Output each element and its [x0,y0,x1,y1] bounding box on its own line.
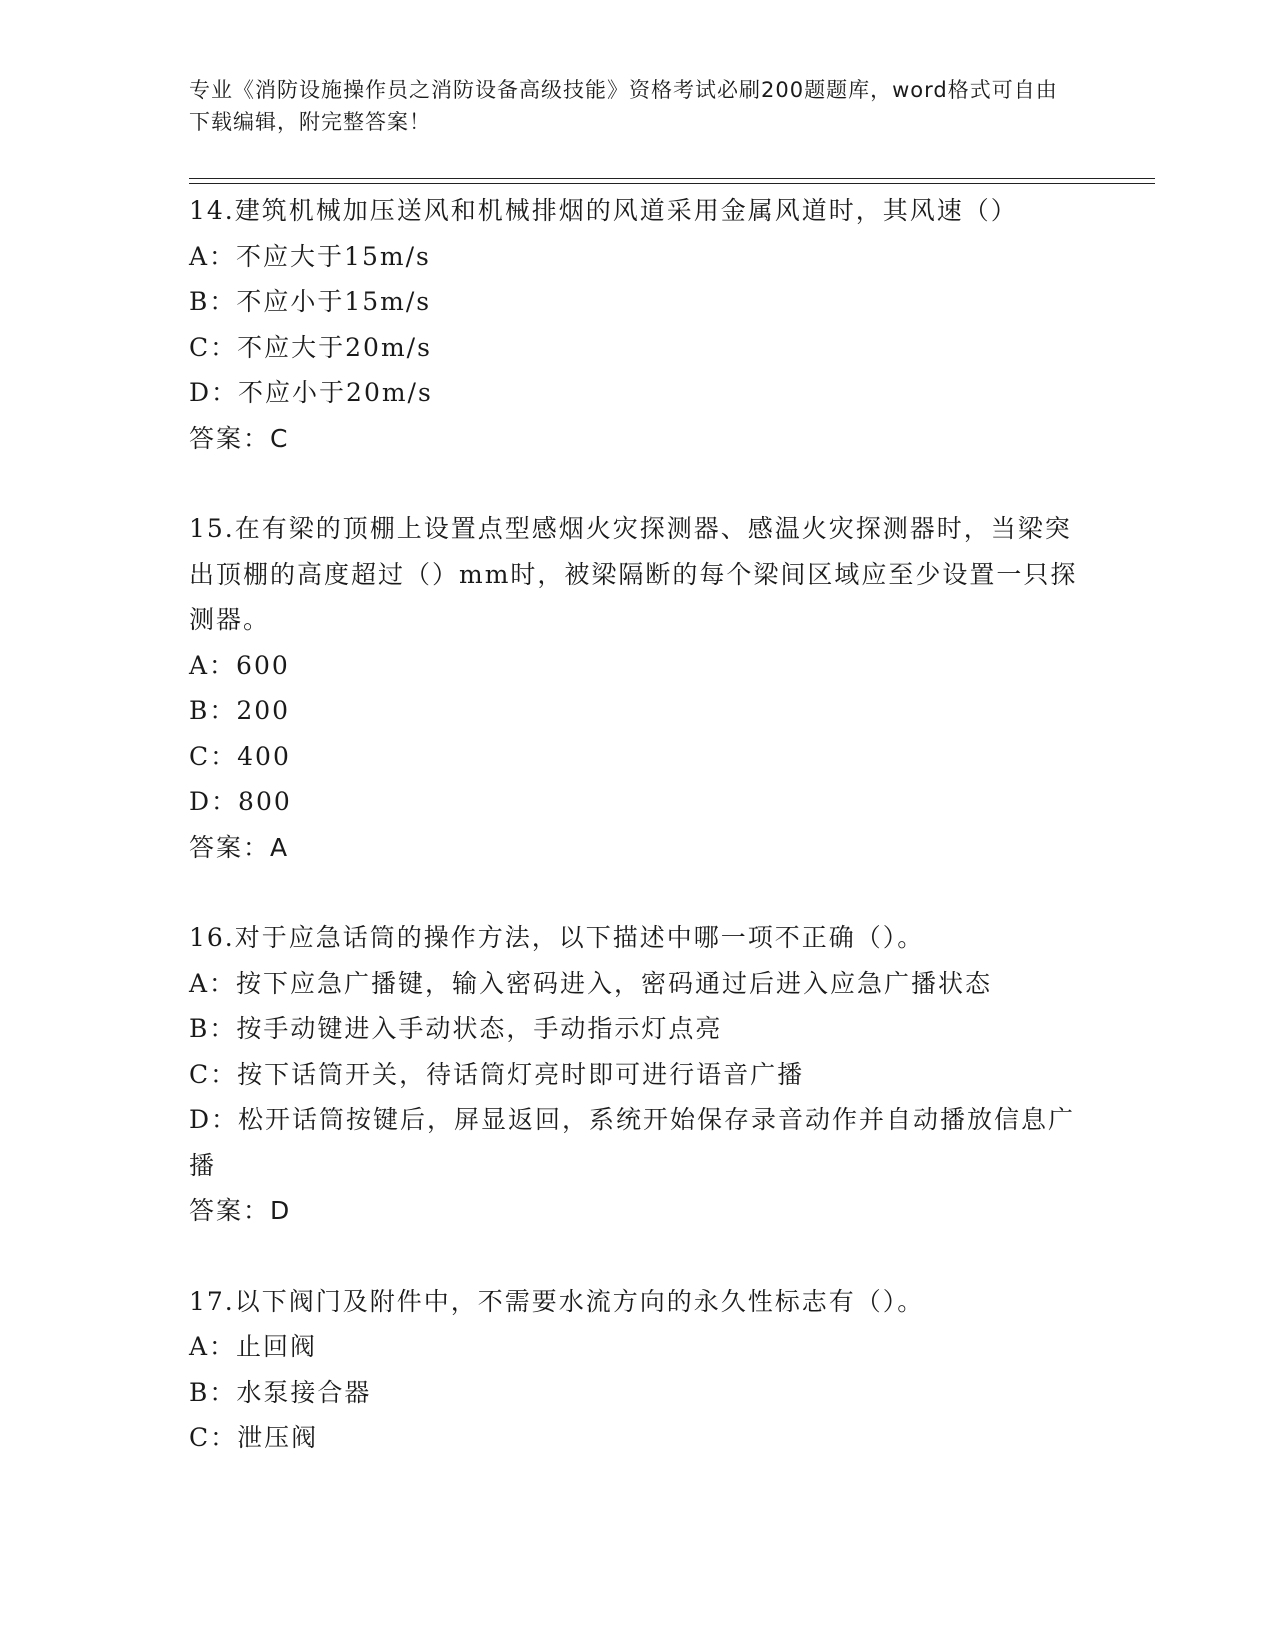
question-text: 15.在有梁的顶棚上设置点型感烟火灾探测器、感温火灾探测器时，当梁突出顶棚的高度超过（）mm时，被梁隔断的每个梁间区域应至少设置一只探测器。 [189,514,1078,634]
question-text: 14.建筑机械加压送风和机械排烟的风道采用金属风道时，其风速（） [189,196,1018,225]
question-text: 17.以下阀门及附件中，不需要水流方向的永久性标志有（）。 [189,1286,925,1316]
option-a: A：不应大于15m/s [189,241,431,271]
answer-line: 答案：D [189,1196,292,1225]
question-list [189,188,1089,1461]
option-c: C：不应大于20m/s [189,332,432,362]
question-16 [189,915,1089,1234]
option-a: A：600 [189,650,290,680]
header-divider-bottom [189,183,1155,184]
question-17 [189,1279,1089,1461]
header-divider-top [189,178,1155,179]
option-b: B：水泵接合器 [189,1377,372,1407]
question-text: 16.对于应急话筒的操作方法，以下描述中哪一项不正确（）。 [189,923,925,952]
option-c: C：按下话筒开关，待话筒灯亮时即可进行语音广播 [189,1059,805,1089]
option-d: D：不应小于20m/s [189,378,433,407]
question-14 [189,188,1089,461]
option-d: D：松开话筒按键后，屏显返回，系统开始保存录音动作并自动播放信息广播 [189,1105,1076,1180]
option-b: B：200 [189,696,291,725]
option-b: B：按手动键进入手动状态，手动指示灯点亮 [189,1014,723,1043]
answer-line: 答案：C [189,423,290,453]
option-a: A：按下应急广播键，输入密码进入，密码通过后进入应急广播状态 [189,968,993,998]
option-c: C：400 [189,741,291,771]
option-a: A：止回阀 [189,1332,318,1361]
option-c: C：泄压阀 [189,1423,319,1452]
option-b: B：不应小于15m/s [189,287,432,316]
question-15 [189,506,1089,870]
document-intro: 专业《消防设施操作员之消防设备高级技能》资格考试必刷200题题库，word格式可自由下载编辑，附完整答案！ [189,78,1058,134]
answer-line: 答案：A [189,832,290,862]
option-d: D：800 [189,787,292,816]
